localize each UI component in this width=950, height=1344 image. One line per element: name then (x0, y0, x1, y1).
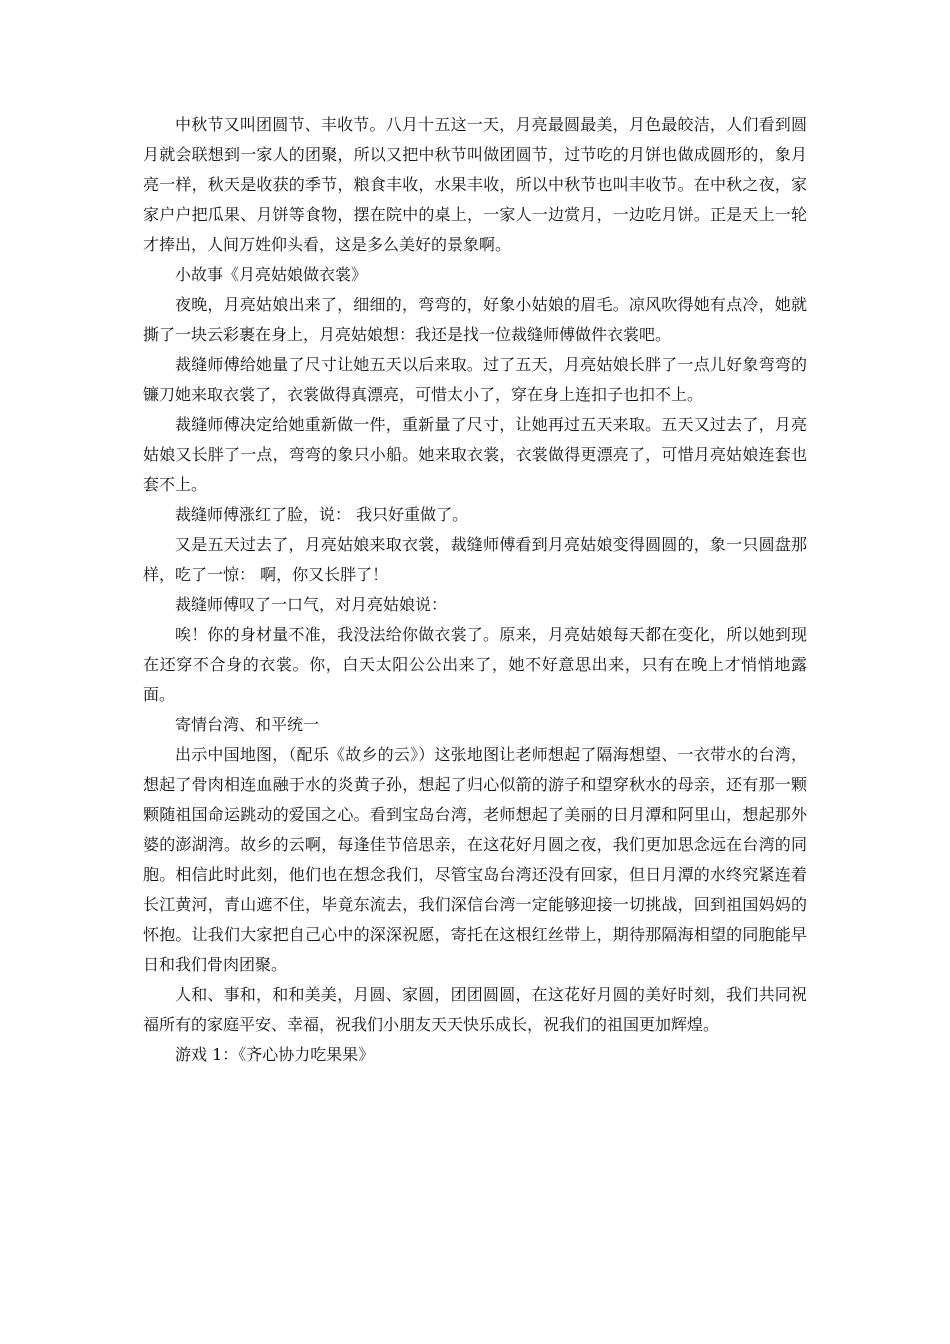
paragraph-mid-autumn-intro: 中秋节又叫团圆节、丰收节。八月十五这一天，月亮最圆最美，月色最皎洁，人们看到圆月就会联想到一家人的团聚，所以又把中秋节叫做团圆节，过节吃的月饼也做成圆形的，象月亮一样，秋天是收获的季节，粮食丰收，水果丰收，所以中秋节也叫丰收节。在中秋之夜，家家户户把瓜果、月饼等食物，摆在院中的桌上，一家人一边赏月，一边吃月饼。正是天上一轮才捧出，人间万姓仰头看，这是多么美好的景象啊。 (143, 115, 807, 254)
paragraph-blessing: 人和、事和，和和美美，月圆、家圆，团团圆圆，在这花好月圆的美好时刻，我们共同祝福所有的家庭平安、幸福，祝我们小朋友天天快乐成长，祝我们的祖国更加辉煌。 (143, 985, 807, 1034)
paragraph-story-6: 裁缝师傅叹了一口气，对月亮姑娘说： (175, 595, 448, 614)
paragraph-story-1: 夜晚，月亮姑娘出来了，细细的，弯弯的，好象小姑娘的眉毛。凉风吹得她有点冷，她就撕了一块云彩裹在身上，月亮姑娘想：我还是找一位裁缝师傅做件衣裳吧。 (143, 295, 807, 344)
document-page (143, 110, 807, 1070)
paragraph-story-7: 唉！你的身材量不准，我没法给你做衣裳了。原来，月亮姑娘每天都在变化，所以她到现在还穿不合身的衣裳。你，白天太阳公公出来了，她不好意思出来，只有在晚上才悄悄地露面。 (143, 625, 807, 704)
game-heading: 游戏 1：《齐心协力吃果果》 (175, 1045, 375, 1064)
taiwan-heading: 寄情台湾、和平统一 (175, 715, 320, 734)
story-heading: 小故事《月亮姑娘做衣裳》 (175, 265, 368, 284)
paragraph-story-3: 裁缝师傅决定给她重新做一件，重新量了尺寸，让她再过五天来取。五天又过去了，月亮姑娘又长胖了一点，弯弯的象只小船。她来取衣裳，衣裳做得更漂亮了，可惜月亮姑娘连套也套不上。 (143, 415, 807, 494)
paragraph-story-5: 又是五天过去了，月亮姑娘来取衣裳，裁缝师傅看到月亮姑娘变得圆圆的，象一只圆盘那样，吃了一惊： 啊，你又长胖了！ (143, 535, 807, 584)
paragraph-story-4: 裁缝师傅涨红了脸，说： 我只好重做了。 (175, 505, 469, 524)
paragraph-taiwan: 出示中国地图，（配乐《故乡的云》）这张地图让老师想起了隔海想望、一衣带水的台湾，想起了骨肉相连血融于水的炎黄子孙，想起了归心似箭的游子和望穿秋水的母亲，还有那一颗颗随祖国命运跳动的爱国之心。看到宝岛台湾，老师想起了美丽的日月潭和阿里山，想起那外婆的澎湖湾。故乡的云啊，每逢佳节倍思亲，在这花好月圆之夜，我们更加思念远在台湾的同胞。相信此时此刻，他们也在想念我们，尽管宝岛台湾还没有回家，但日月潭的水终究紧连着长江黄河，青山遮不住，毕竟东流去，我们深信台湾一定能够迎接一切挑战，回到祖国妈妈的怀抱。让我们大家把自己心中的深深祝愿，寄托在这根红丝带上，期待那隔海相望的同胞能早日和我们骨肉团聚。 (143, 745, 807, 974)
paragraph-story-2: 裁缝师傅给她量了尺寸让她五天以后来取。过了五天，月亮姑娘长胖了一点儿好象弯弯的镰刀她来取衣裳了，衣裳做得真漂亮，可惜太小了，穿在身上连扣子也扣不上。 (143, 355, 807, 404)
